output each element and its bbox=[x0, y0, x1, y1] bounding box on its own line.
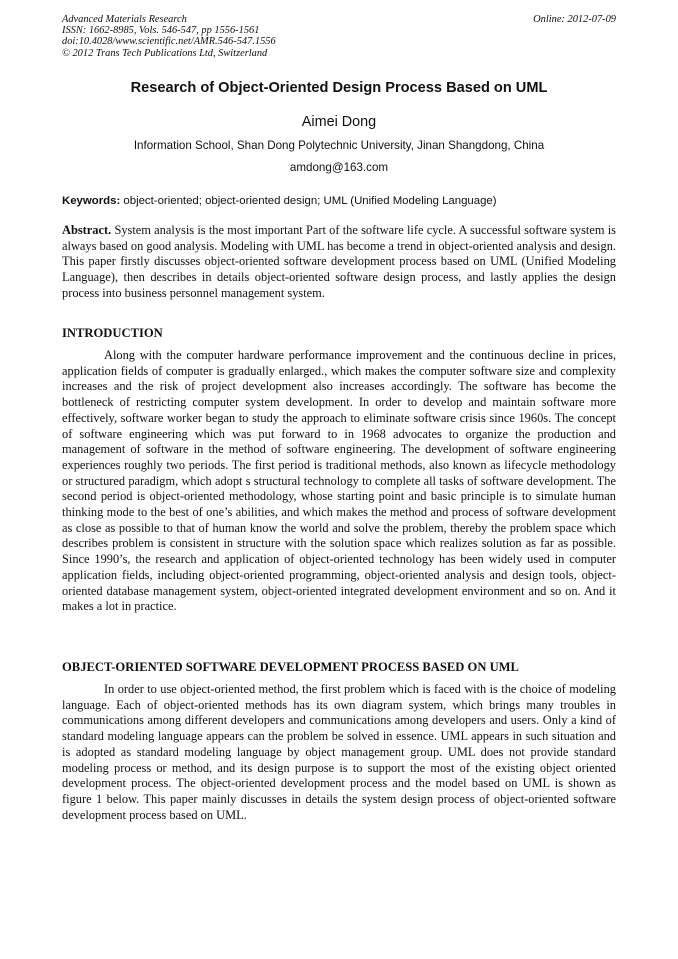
paper-title: Research of Object-Oriented Design Process Based on UML bbox=[130, 80, 548, 96]
section-heading-introduction: INTRODUCTION bbox=[62, 326, 163, 340]
author-email: amdong@163.com bbox=[289, 161, 389, 174]
keywords-label: Keywords: bbox=[62, 195, 121, 207]
section-heading-uml-process: OBJECT-ORIENTED SOFTWARE DEVELOPMENT PROCESS BASED ON UML bbox=[62, 660, 519, 674]
author-affiliation: Information School, Shan Dong Polytechnic University, Jinan Shangdong, China bbox=[133, 139, 545, 152]
journal-name: Advanced Materials Research bbox=[62, 14, 187, 25]
doi-line: doi:10.4028/www.scientific.net/AMR.546-547.1556 bbox=[62, 36, 276, 48]
uml-process-body: In order to use object-oriented method, the first problem which is faced with is the choice of modeling language. Each of object-oriented methods has its own diagram system, which brings many troubles in communications among different developers and communications among developers and users. Only a kind of standard modeling language appears can the problem be solved in essence. UML appears in such situation and is adopted as standard modeling language by object management group. UML does not provide standard modeling process or method, and its design purpose is to support the most of the existing object oriented development process. The object-oriented development process and the model based on UML is shown as figure 1 below. This paper mainly discusses in details the system design process of object-oriented software development process based on UML. bbox=[62, 682, 616, 822]
keywords bbox=[62, 195, 616, 207]
abstract-label: Abstract. bbox=[62, 223, 112, 237]
author-name: Aimei Dong bbox=[301, 114, 377, 130]
journal-header bbox=[62, 14, 616, 59]
abstract-text: System analysis is the most important Part of the software life cycle. A successful software system is always based on good analysis. Modeling with UML has become a trend in object-oriented analysis and design. This paper firstly discusses object-oriented software development process based on UML (Unified Modeling Language), then describes in details object-oriented software design process, and lastly applies the design process into business personnel management system. bbox=[62, 223, 616, 300]
keywords-text: object-oriented; object-oriented design; UML (Unified Modeling Language) bbox=[120, 195, 497, 207]
online-date: Online: 2012-07-09 bbox=[533, 14, 616, 25]
introduction-body: Along with the computer hardware performance improvement and the continuous decline in prices, application fields of computer is gradually enlarged., which makes the computer software size and complexity increases and the risk of project development also increases accordingly. The software has become the bottleneck of restricting computer system development. In order to develop and maintain software more effectively, software worker began to study the approach to eliminate software crisis since 1960s. The concept of software engineering which was put forward to in 1968 advocates to organize the production and management of software in the method of software engineering. The development of software engineering experiences roughly two periods. The first period is traditional methods, also known as lifecycle methodology or structured paradigm, which adopt s structural technology to complete all tasks of software development. The second period is object-oriented methodology, whose starting point and basic principle is to simulate human thinking mode to the best of one’s abilities, and which makes the method and process of software development as close as possible to that of human know the world and solve the problem, thereby the problem space which describes problem is consistent in structure with the solution space which realizes solution as far as possible. Since 1990’s, the research and application of object-oriented technology has been widely used in computer application fields, including object-oriented programming, object-oriented analysis and design tools, object-oriented database management system, object-oriented integrated development environment and so on. And it makes a lot in practice. bbox=[62, 348, 616, 614]
abstract bbox=[62, 223, 616, 302]
issn-line: ISSN: 1662-8985, Vols. 546-547, pp 1556-1561 bbox=[62, 25, 260, 37]
copyright-line: © 2012 Trans Tech Publications Ltd, Switzerland bbox=[62, 47, 268, 59]
